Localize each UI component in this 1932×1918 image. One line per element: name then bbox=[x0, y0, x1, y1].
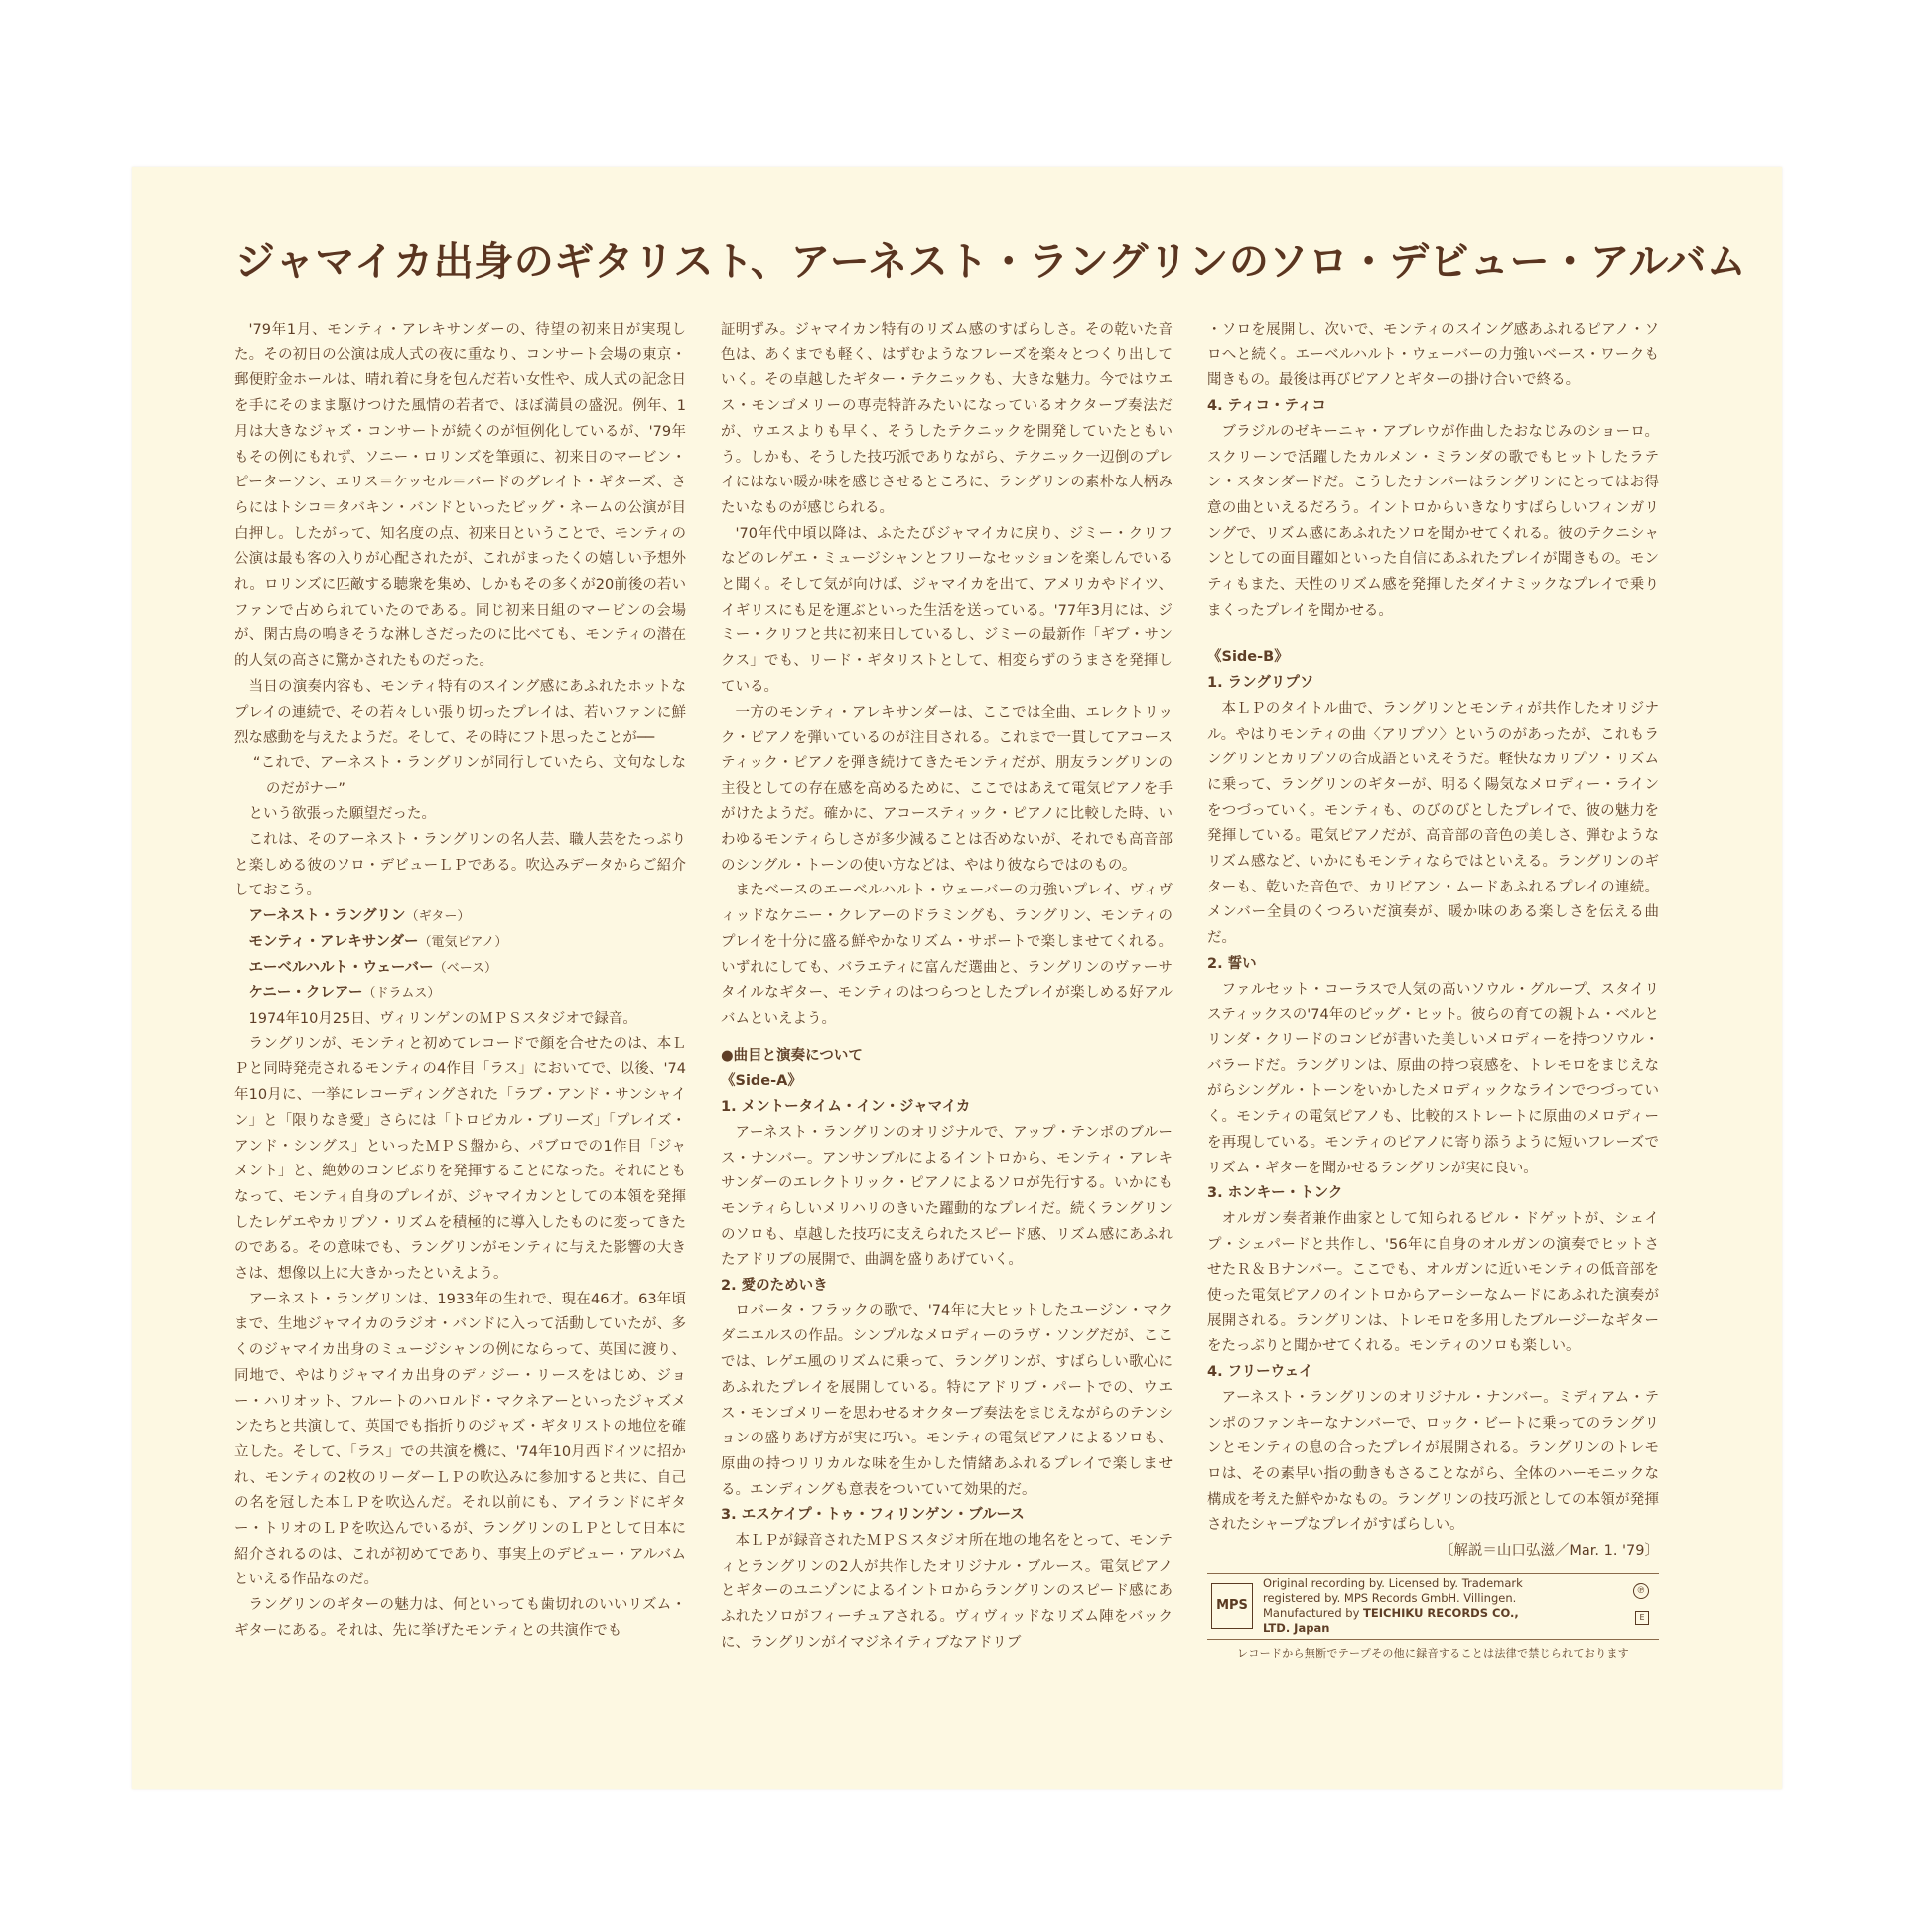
track-title: 4. フリーウェイ bbox=[1207, 1364, 1313, 1381]
side-b-heading: 《Side-B》 bbox=[1207, 649, 1289, 666]
track-title: 3. エスケイプ・トゥ・フィリンゲン・ブルース bbox=[721, 1507, 1025, 1524]
track-description: アーネスト・ラングリンのオリジナル・ナンバー。ミディアム・テンポのファンキーなナンバーで、ロック・ビートに乗ってのラングリンとモンティの息の合ったプレイが展開される。ラングリンのトレモロは、その素早い指の動きもさることながら、全体のハーモニックな構成を考えた鮮やかなもの。ラングリンの技巧派としての本領が発揮されたシャープなプレイがすばらしい。 bbox=[1207, 1389, 1659, 1534]
personnel-item bbox=[234, 981, 686, 1007]
paragraph: 一方のモンティ・アレキサンダーは、ここでは全曲、エレクトリック・ピアノを弾いているのが注目される。これまで一貫してアコースティック・ピアノを弾き続けてきたモンティだが、朋友ラングリンの主役としての存在感を高めるために、ここではあえて電気ピアノを手がけたようだ。確かに、アコースティック・ピアノに比較した時、いわゆるモンティらしさが多少減ることは否めないが、それでも高音部のシングル・トーンの使い方などは、やはり彼ならではのもの。 bbox=[721, 704, 1173, 874]
label-company: TEICHIKU RECORDS CO., bbox=[1363, 1605, 1519, 1620]
author-credit: 〔解説＝山口弘滋／Mar. 1. '79〕 bbox=[1439, 1543, 1659, 1560]
paragraph: 証明ずみ。ジャマイカン特有のリズム感のすばらしさ。その乾いた音色は、あくまでも軽く、はずむようなフレーズを楽々とつくり出していく。その卓越したギター・テクニックも、大きな魅力。今ではウエス・モンゴメリーの専売特許みたいになっているオクターブ奏法だが、ウエスよりも早く、そうしたテクニックを開発していたともいう。しかも、そうした技巧派でありながら、テクニック一辺倒のプレイにはない暖か味を感じさせるところに、ラングリンの素朴な人柄みたいなものが感じられる。 bbox=[721, 322, 1173, 516]
paragraph: '79年1月、モンティ・アレキサンダーの、待望の初来日が実現した。その初日の公演は成人式の夜に重なり、コンサート会場の東京・郵便貯金ホールは、晴れ着に身を包んだ若い女性や、成人式の記念日を手にそのまま駆けつけた風情の若者で、ほぼ満員の盛況。例年、1月は大きなジャズ・コンサートが続くのが恒例化しているが、'79年もその例にもれず、ソニー・ロリンズを筆頭に、初来日のマービン・ピーターソン、エリス＝ケッセル＝バードのグレイト・ギターズ、さらにはトシコ＝タバキン・バンドといったビッグ・ネームの公演が目白押し。したがって、知名度の点、初来日ということで、モンティの公演は最も客の入りが心配されたが、これがまったくの嬉しい予想外れ。ロリンズに匹敵する聴衆を集め、しかもその多くが20前後の若いファンで占められていたのである。同じ初来日組のマービンの会場が、閑古鳥の鳴きそうな淋しさだったのに比べても、モンティの潜在的人気の高さに驚かされたものだった。 bbox=[234, 322, 686, 670]
paragraph: '70年代中頃以降は、ふたたびジャマイカに戻り、ジミー・クリフなどのレゲエ・ミュージシャンとフリーなセッションを楽しんでいると聞く。そして気が向けば、ジャマイカを出て、アメリカやドイツ、イギリスにも足を運ぶといった生活を送っている。'77年3月には、ジミー・クリフと共に初来日しているし、ジミーの最新作「ギブ・サンクス」でも、リード・ギタリストとして、相変らずのうまさを発揮している。 bbox=[721, 525, 1173, 695]
track-title: 1. ラングリプソ bbox=[1207, 675, 1314, 692]
personnel-item bbox=[234, 930, 686, 956]
paragraph: 当日の演奏内容も、モンティ特有のスイング感にあふれたホットなプレイの連続で、その若々しい張り切ったプレイは、若いファンに鮮烈な感動を与えたようだ。そして、その時にフト思ったことが── bbox=[234, 678, 686, 747]
page-title: ジャマイカ出身のギタリスト、アーネスト・ラングリンのソロ・デビュー・アルバム bbox=[235, 238, 1747, 285]
track-description: オルガン奏者兼作曲家として知られるビル・ドゲットが、シェイプ・シェパードと共作し、'56年に自身のオルガンの演奏でヒットさせたＲ＆Ｂナンバー。ここでも、オルガンに近いモンティの低音部を使った電気ピアノのイントロからアーシーなムードにあふれた演奏が展開される。ラングリンは、トレモロを多用したブルージーなギターをたっぷりと聞かせてくれる。モンティのソロも楽しい。 bbox=[1207, 1210, 1659, 1355]
personnel-role: （ドラムス） bbox=[362, 986, 441, 1002]
column-1 bbox=[234, 318, 686, 1645]
track-title: 2. 誓い bbox=[1207, 955, 1257, 972]
square-mark-icon: E bbox=[1635, 1611, 1649, 1625]
paragraph: ラングリンのギターの魅力は、何といっても歯切れのいいリズム・ギターにある。それは、先に挙げたモンティとの共演作でも bbox=[234, 1597, 686, 1639]
personnel-name: ケニー・クレアー bbox=[248, 985, 363, 1002]
mps-logo: MPS bbox=[1211, 1583, 1253, 1629]
track-description: ファルセット・コーラスで人気の高いソウル・グループ、スタイリスティックスの'74年のビッグ・ヒット。彼らの育ての親トム・ベルとリンダ・クリードのコンビが書いた美しいメロディーを持つソウル・バラードだ。ラングリンは、原曲の持つ哀感を、トレモロをまじえながらシングル・トーンをいかしたメロディックなラインでつづっていく。モンティの電気ピアノも、比較的ストレートに原曲のメロディーを再現している。モンティのピアノに寄り添うように短いフレーズでリズム・ギターを聞かせるラングリンが実に良い。 bbox=[1207, 981, 1659, 1176]
paragraph: ラングリンが、モンティと初めてレコードで顔を合せたのは、本ＬＰと同時発売されるモンティの4作目「ラス」においてで、以後、'74年10月に、一挙にレコーディングされた「ラブ・アンド・サンシャイン」と「限りなき愛」さらには「トロピカル・ブリーズ」「プレイズ・アンド・シングス」といったＭＰＳ盤から、パブロでの1作目「ジャメント」と、絶妙のコンビぶりを発揮することになった。それにともなって、モンティ自身のプレイが、ジャマイカンとしての本領を発揮したレゲエやカリプソ・リズムを積極的に導入したものに変ってきたのである。その意味でも、ラングリンがモンティに与えた影響の大きさは、想像以上に大きかったといえよう。 bbox=[234, 1035, 686, 1283]
personnel-role: （ギター） bbox=[405, 909, 471, 925]
track-title: 2. 愛のためいき bbox=[721, 1278, 828, 1295]
copyright-warning: レコードから無断でテープその他に録音することは法律で禁じられております bbox=[1237, 1646, 1629, 1660]
paragraph: 1974年10月25日、ヴィリンゲンのＭＰＳスタジオで録音。 bbox=[248, 1010, 637, 1027]
column-3 bbox=[1207, 318, 1659, 1662]
label-line: registered by. MPS Records GmbH. Villingen. bbox=[1263, 1590, 1517, 1605]
record-label-box bbox=[1207, 1573, 1659, 1640]
personnel-item bbox=[234, 956, 686, 982]
track-description: ブラジルのゼキーニャ・アブレウが作曲したおなじみのショーロ。スクリーンで活躍したカルメン・ミランダの歌でもヒットしたラテン・スタンダードだ。こうしたナンバーはラングリンにとってはお得意の曲といえるだろう。イントロからいきなりすばらしいフィンガリングで、リズム感にあふれたソロを聞かせてくれる。彼のテクニシャンとしての面目躍如といった自信にあふれたプレイが聞きもの。モンティもまた、天性のリズム感を発揮したダイナミックなプレイで乗りまくったプレイを聞かせる。 bbox=[1207, 423, 1659, 618]
personnel-name: モンティ・アレキサンダー bbox=[248, 933, 419, 950]
label-line: LTD. Japan bbox=[1263, 1620, 1330, 1635]
side-a-heading: 《Side-A》 bbox=[721, 1073, 802, 1090]
personnel-role: （電気ピアノ） bbox=[418, 934, 508, 950]
column-2 bbox=[721, 318, 1173, 1657]
track-title: 3. ホンキー・トンク bbox=[1207, 1185, 1343, 1202]
section-heading: ●曲目と演奏について bbox=[721, 1047, 863, 1064]
phonogram-icon: ℗ bbox=[1633, 1583, 1649, 1599]
label-line bbox=[1263, 1606, 1630, 1621]
track-description: ロバータ・フラックの歌で、'74年に大ヒットしたユージン・マクダニエルスの作品。シンプルなメロディーのラヴ・ソングだが、ここでは、レゲエ風のリズムに乗って、ラングリンが、すばらしい歌心にあふれたプレイを展開している。特にアドリブ・パートでの、ウエス・モンゴメリーを思わせるオクターブ奏法をまじえながらのテンションの盛りあげ方が実に巧い。モンティの電気ピアノによるソロも、原曲の持つリリカルな味を生かした情緒あふれるプレイで楽しませる。エンディングも意表をついていて効果的だ。 bbox=[721, 1302, 1173, 1498]
personnel-role: （ベース） bbox=[433, 960, 498, 976]
track-description: 本ＬＰが録音されたＭＰＳスタジオ所在地の地名をとって、モンティとラングリンの2人が共作したオリジナル・ブルース。電気ピアノとギターのユニゾンによるイントロからラングリンのスピード感にあふれたソロがフィーチュアされる。ヴィヴィッドなリズム陣をバックに、ラングリンがイマジネイティブなアドリブ bbox=[721, 1533, 1173, 1651]
paragraph: ・ソロを展開し、次いで、モンティのスイング感あふれるピアノ・ソロへと続く。エーベルハルト・ウェーバーの力強いベース・ワークも聞きもの。最後は再びピアノとギターの掛け合いで終る。 bbox=[1207, 322, 1659, 389]
paragraph: という欲張った願望だった。 bbox=[248, 806, 436, 823]
label-info bbox=[1263, 1576, 1630, 1636]
paragraph: またベースのエーベルハルト・ウェーバーの力強いプレイ、ヴィヴィッドなケニー・クレアーのドラミングも、ラングリン、モンティのプレイを十分に盛る鮮やかなリズム・サポートで楽しませてくれる。いずれにしても、バラエティに富んだ選曲と、ラングリンのヴァーサタイルなギター、モンティのはつらつとしたプレイが楽しめる好アルバムといえよう。 bbox=[721, 883, 1173, 1027]
label-manufacturer-text: Manufactured by bbox=[1263, 1605, 1360, 1620]
personnel-name: アーネスト・ラングリン bbox=[248, 908, 406, 925]
track-title: 4. ティコ・ティコ bbox=[1207, 398, 1326, 415]
label-line: Original recording by. Licensed by. Trademark bbox=[1263, 1576, 1523, 1590]
paragraph: これは、そのアーネスト・ラングリンの名人芸、職人芸をたっぷりと楽しめる彼のソロ・デビューＬＰである。吹込みデータからご紹介しておこう。 bbox=[234, 832, 686, 899]
paragraph: アーネスト・ラングリンは、1933年の生れで、現在46才。63年頃まで、生地ジャマイカのラジオ・バンドに入って活動していたが、多くのジャマイカ出身のミュージシャンの例にならって、英国に渡り、同地で、やはりジャマイカ出身のディジー・リースをはじめ、ジョー・ハリオット、フルートのハロルド・マクネアーといったジャズメンたちと共演して、英国でも指折りのジャズ・ギタリストの地位を確立した。そして、「ラス」での共演を機に、'74年10月西ドイツに招かれ、モンティの2枚のリーダーＬＰの吹込みに参加すると共に、自己の名を冠した本ＬＰを吹込んだ。それ以前にも、アイランドにギター・トリオのＬＰを吹込んでいるが、ラングリンのＬＰとして日本に紹介されるのは、これが初めてであり、事実上のデビュー・アルバムといえる作品なのだ。 bbox=[234, 1291, 686, 1588]
track-description: 本ＬＰのタイトル曲で、ラングリンとモンティが共作したオリジナル。やはりモンティの曲〈アリプソ〉というのがあったが、これもラングリンとカリプソの合成語といえそうだ。軽快なカリプソ・リズムに乗って、ラングリンのギターが、明るく陽気なメロディー・ラインをつづっていく。モンティも、のびのびとしたプレイで、彼の魅力を発揮している。電気ピアノだが、高音部の音色の美しさ、弾むようなリズム感など、いかにもモンティならではといえる。ラングリンのギターも、乾いた音色で、カリビアン・ムードあふれるプレイの連続。メンバー全員のくつろいだ演奏が、暖か味のある楽しさを伝える曲だ。 bbox=[1207, 700, 1659, 947]
quote: “これで、アーネスト・ラングリンが同行していたら、文句なしなのだがナー” bbox=[252, 754, 686, 797]
liner-notes-sheet bbox=[132, 167, 1782, 1789]
personnel-name: エーベルハルト・ウェーバー bbox=[248, 959, 434, 976]
track-title: 1. メントータイム・イン・ジャマイカ bbox=[721, 1099, 971, 1116]
track-description: アーネスト・ラングリンのオリジナルで、アップ・テンポのブルース・ナンバー。アンサンブルによるイントロから、モンティ・アレキサンダーのエレクトリック・ピアノによるソロが先行する。いかにもモンティらしいメリハリのきいた躍動的なプレイだ。続くラングリンのソロも、卓越した技巧に支えられたスピード感、リズム感にあふれたアドリブの展開で、曲調を盛りあげていく。 bbox=[721, 1124, 1173, 1269]
personnel-item bbox=[234, 904, 686, 930]
